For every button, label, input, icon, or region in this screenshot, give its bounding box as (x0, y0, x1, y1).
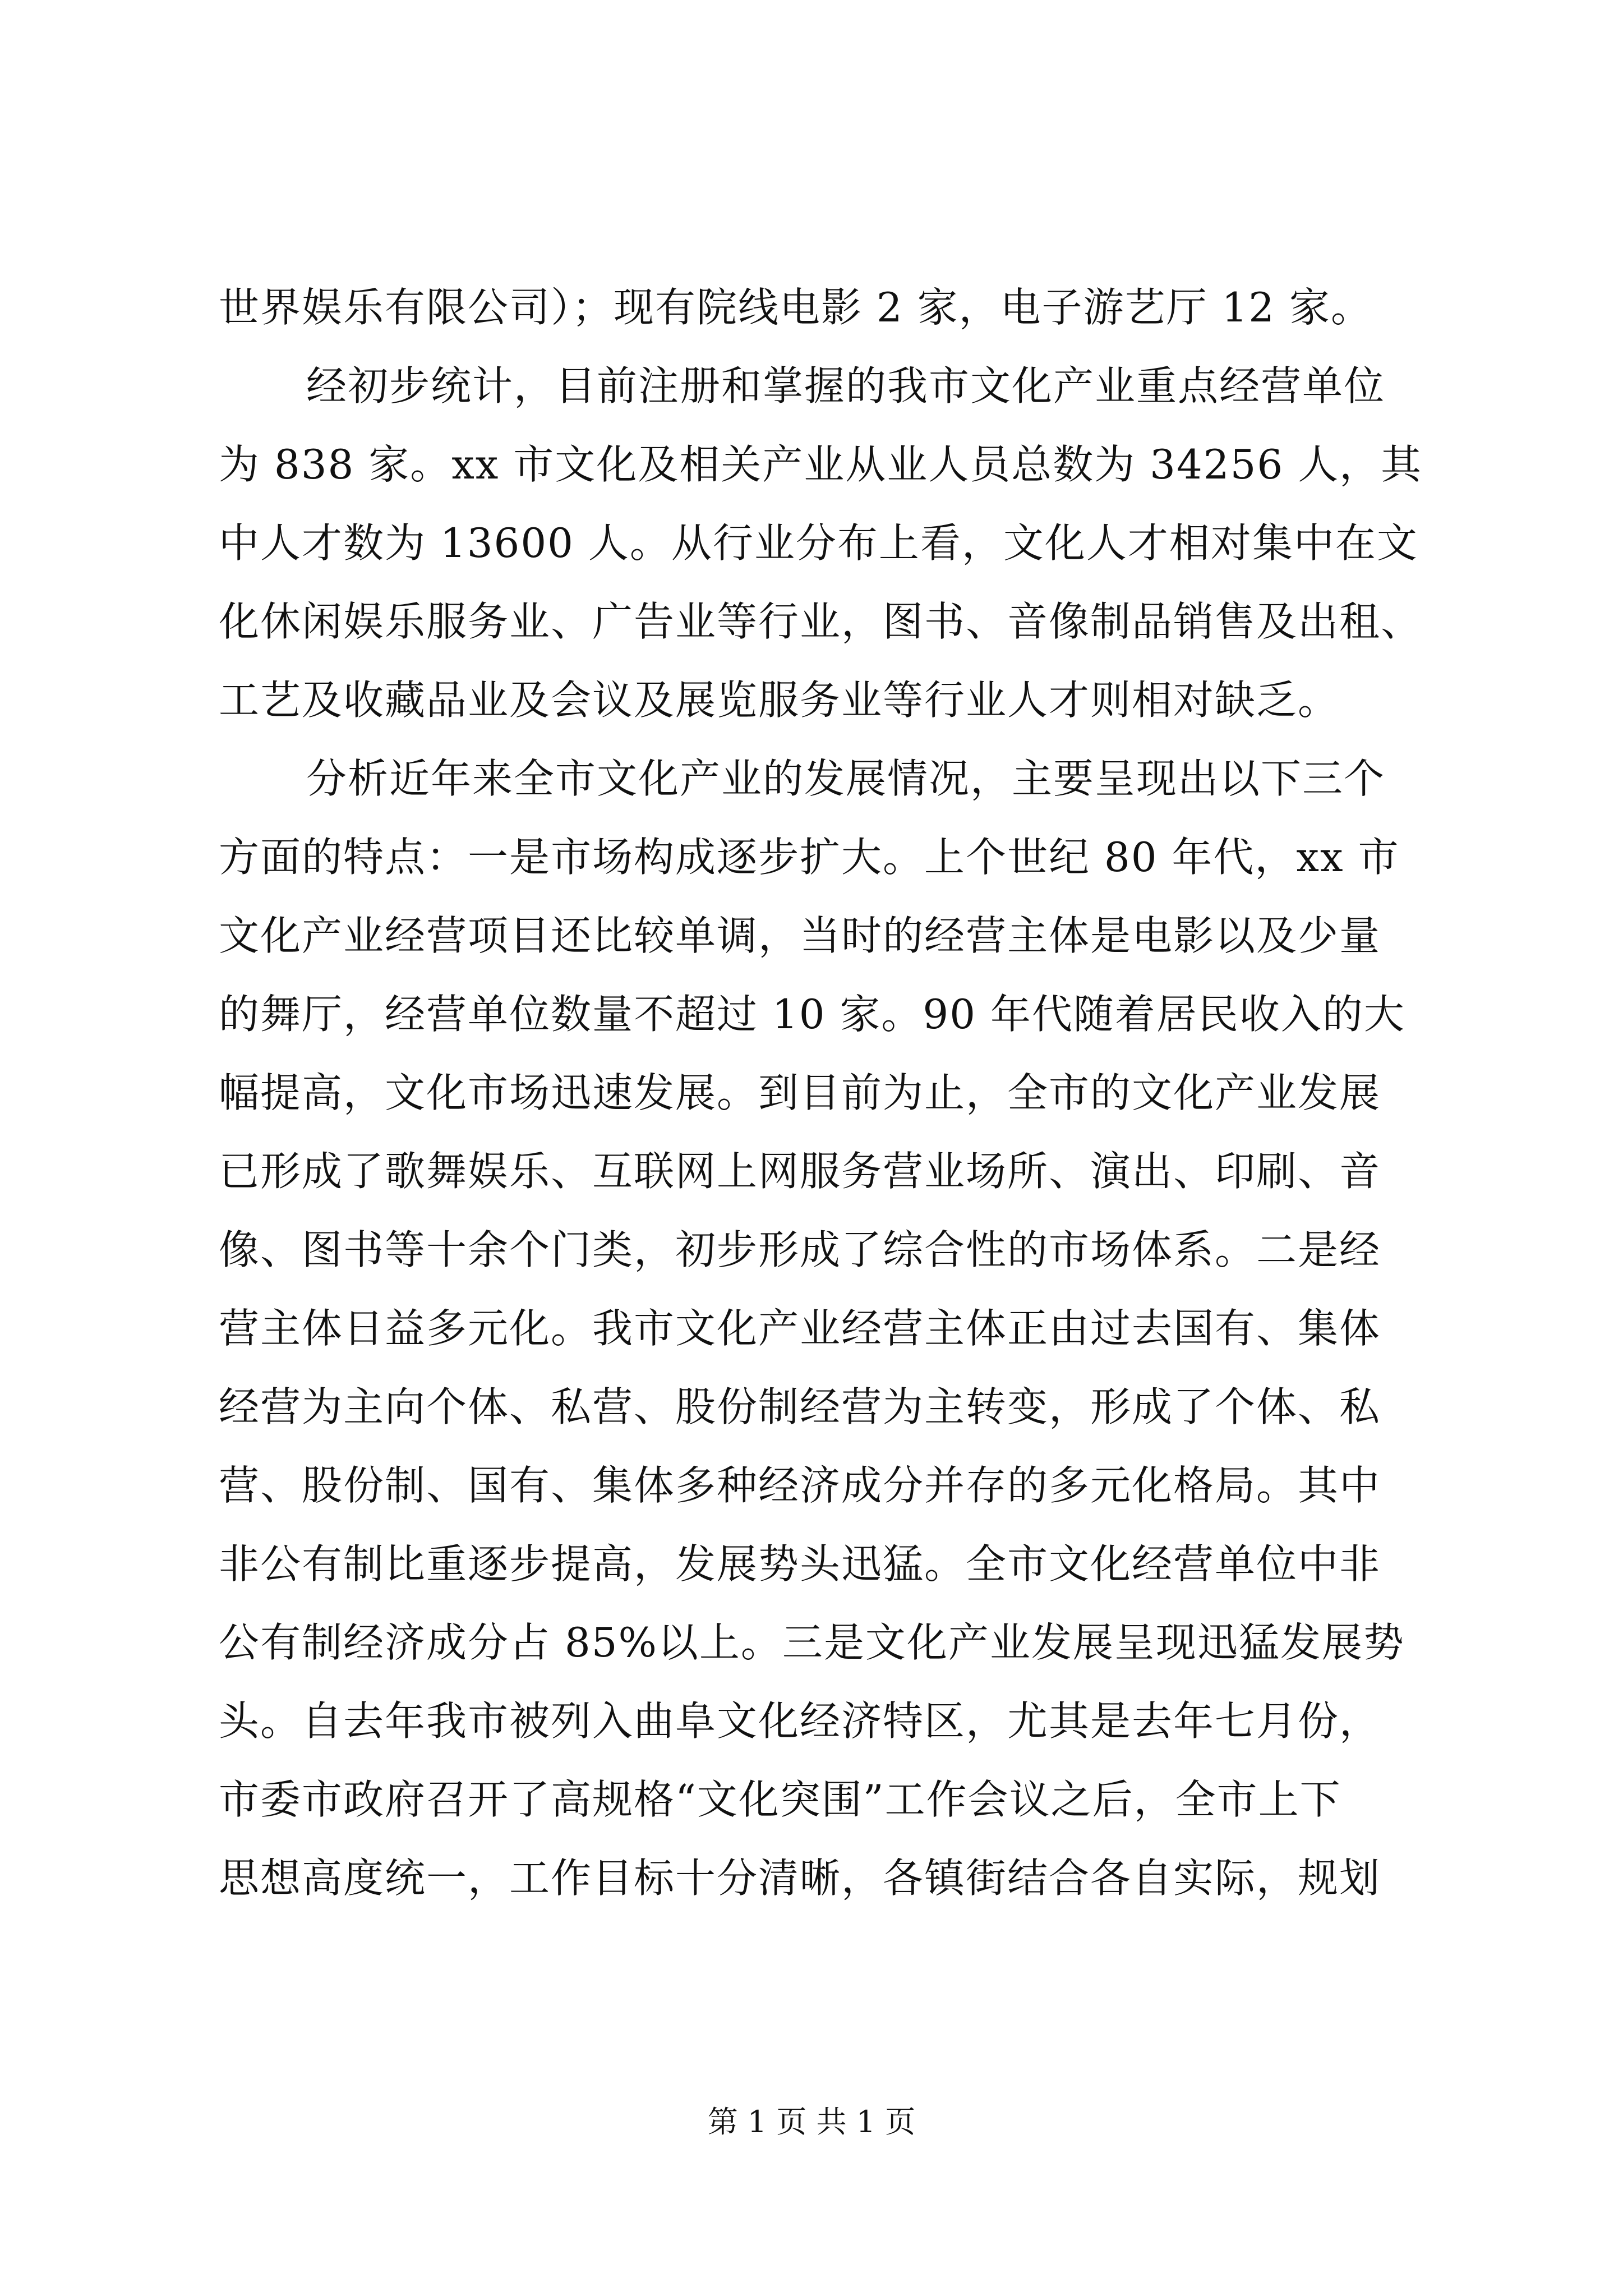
text-line: 经初步统计，目前注册和掌握的我市文化产业重点经营单位 (306, 362, 1386, 409)
page-footer (0, 2098, 1623, 2141)
text-line: 非公有制比重逐步提高，发展势头迅猛。全市文化经营单位中非 (219, 1540, 1381, 1588)
text-line: 市委市政府召开了高规格“文化突围”工作会议之后，全市上下 (219, 1776, 1341, 1823)
text-line: 方面的特点：一是市场构成逐步扩大。上个世纪 80 年代，xx 市 (219, 834, 1400, 881)
body-text (219, 268, 1453, 1917)
text-line: 经营为主向个体、私营、股份制经营为主转变，形成了个体、私 (219, 1383, 1381, 1430)
text-line: 幅提高，文化市场迅速发展。到目前为止，全市的文化产业发展 (219, 1069, 1381, 1116)
text-line: 工艺及收藏品业及会议及展览服务业等行业人才则相对缺乏。 (219, 677, 1340, 724)
page-number: 第 1 页 共 1 页 (707, 2104, 916, 2139)
text-line: 文化产业经营项目还比较单调，当时的经营主体是电影以及少量 (219, 912, 1381, 959)
text-line: 的舞厅，经营单位数量不超过 10 家。90 年代随着居民收入的大 (219, 991, 1405, 1038)
text-line: 中人才数为 13600 人。从行业分布上看，文化人才相对集中在文 (219, 519, 1418, 567)
text-line: 化休闲娱乐服务业、广告业等行业，图书、音像制品销售及出租、 (219, 598, 1423, 645)
text-line: 已形成了歌舞娱乐、互联网上网服务营业场所、演出、印刷、音 (219, 1148, 1381, 1195)
text-line: 公有制经济成分占 85%以上。三是文化产业发展呈现迅猛发展势 (219, 1619, 1405, 1666)
text-line: 为 838 家。xx 市文化及相关产业从业人员总数为 34256 人，其 (219, 441, 1423, 488)
text-line: 头。自去年我市被列入曲阜文化经济特区，尤其是去年七月份， (219, 1697, 1381, 1745)
text-line: 营、股份制、国有、集体多种经济成分并存的多元化格局。其中 (219, 1462, 1381, 1509)
text-line: 像、图书等十余个门类，初步形成了综合性的市场体系。二是经 (219, 1226, 1381, 1273)
text-line: 营主体日益多元化。我市文化产业经营主体正由过去国有、集体 (219, 1305, 1381, 1352)
text-line: 世界娱乐有限公司）；现有院线电影 2 家，电子游艺厅 12 家。 (219, 284, 1372, 331)
text-line: 分析近年来全市文化产业的发展情况，主要呈现出以下三个 (306, 755, 1386, 802)
text-line: 思想高度统一，工作目标十分清晰，各镇街结合各自实际，规划 (219, 1855, 1381, 1902)
